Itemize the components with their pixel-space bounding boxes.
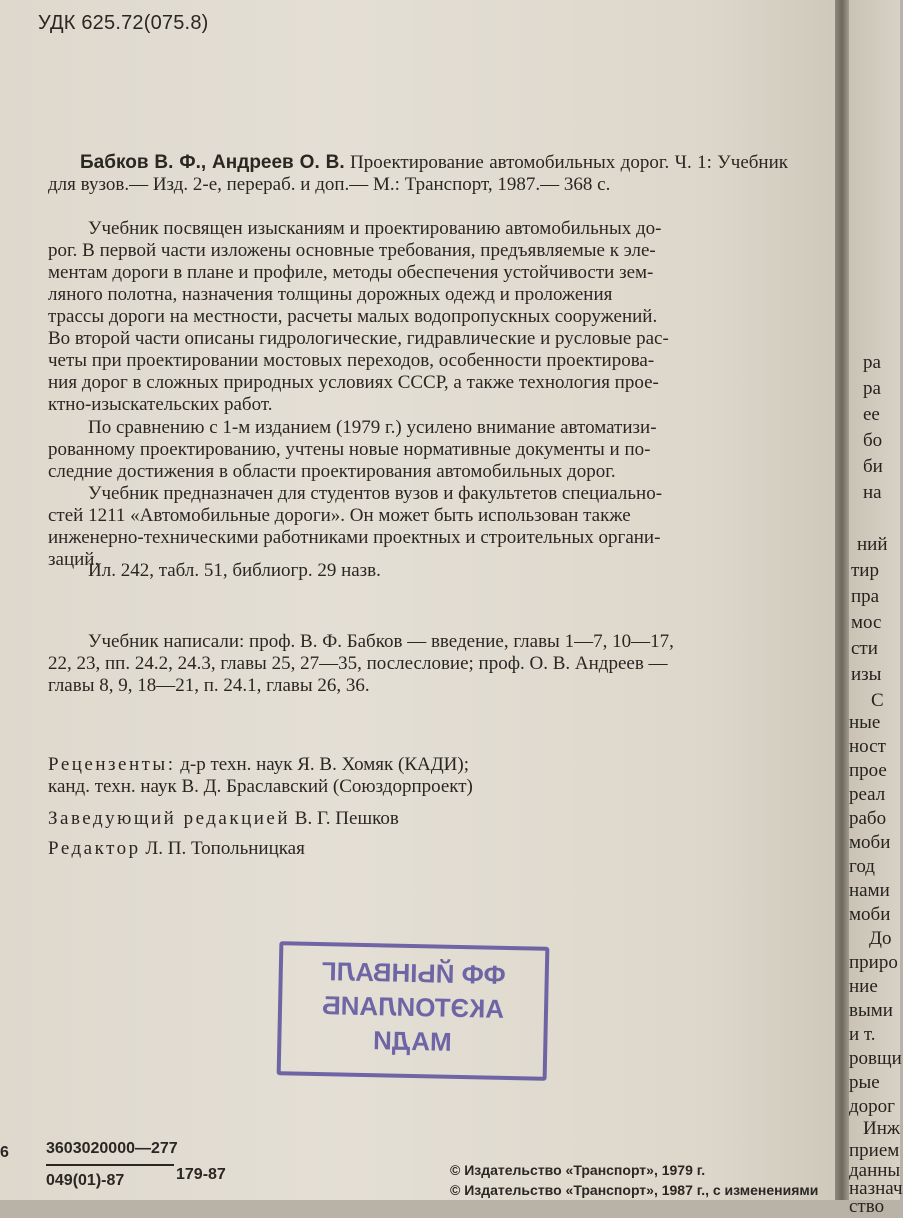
- udk-code: УДК 625.72(075.8): [38, 12, 209, 34]
- next-page-fragment: До: [869, 928, 892, 949]
- copyright-1979: © Издательство «Транспорт», 1979 г.: [450, 1162, 706, 1178]
- bib-authors: Бабков В. Ф., Андреев О. В.: [80, 152, 345, 173]
- text-line: Учебник написали: проф. В. Ф. Бабков — введение, главы 1—7, 10—17,: [88, 631, 674, 652]
- next-page-fragment: пра: [851, 586, 880, 607]
- copyright-1987: © Издательство «Транспорт», 1987 г., с изменениями: [450, 1182, 819, 1198]
- reviewer-1: д-р техн. наук Я. В. Хомяк (КАДИ);: [175, 754, 470, 775]
- bib-title-details: Проектирование автомобильных дорог. Ч. 1: Учебник для вузов.— Изд. 2-е, перераб. и доп.— М.: Транспорт, 1987.— 368 с.: [48, 152, 788, 195]
- text-line: ния дорог в сложных природных условиях СССР, а также технология прое-: [48, 372, 659, 393]
- stamp-text: МАДИ: [372, 1025, 452, 1057]
- next-page-fragment: и т.: [849, 1024, 876, 1045]
- next-page-fragment: рабо: [849, 808, 887, 829]
- head-editor-label: Заведующий редакцией: [48, 808, 291, 829]
- reviewers-label: Рецензенты:: [48, 754, 176, 775]
- catalog-code: 179-87: [176, 1166, 226, 1183]
- catalog-fraction-rule: [46, 1164, 174, 1166]
- next-page-fragment: изы: [851, 664, 882, 685]
- text-line: рог. В первой части изложены основные требования, предъявляемые к эле-: [48, 240, 656, 261]
- editor-credit: [48, 838, 788, 860]
- text-line: Во второй части описаны гидрологические, гидравлические и русловые рас-: [48, 328, 669, 349]
- next-page-fragment: год: [849, 856, 875, 877]
- next-page-fragment: Инж: [863, 1118, 901, 1139]
- text-line: трассы дороги на местности, расчеты малых водопропускных сооружений.: [48, 306, 658, 327]
- book-gutter: [835, 0, 849, 1200]
- next-page-fragment: рые: [849, 1072, 880, 1093]
- next-page-fragment: моби: [849, 904, 891, 925]
- next-page-fragment: ные: [849, 712, 881, 733]
- next-page-fragment: бо: [863, 430, 883, 451]
- text-line: Учебник посвящен изысканиям и проектированию автомобильных до-: [88, 218, 662, 239]
- next-page-fragment: С: [871, 690, 884, 711]
- editor-name: Л. П. Топольницкая: [140, 838, 305, 859]
- next-page-fragment: ние: [849, 976, 878, 997]
- comparison-paragraph: [48, 417, 788, 483]
- next-page-fragment: моби: [849, 832, 891, 853]
- text-line: стей 1211 «Автомобильные дороги». Он может быть использован также: [48, 505, 631, 526]
- adjacent-page: [849, 0, 903, 1217]
- next-page-fragment: ност: [849, 736, 886, 757]
- head-editor-credit: [48, 808, 788, 830]
- library-stamp: [277, 941, 550, 1081]
- next-page-fragment: ра: [863, 378, 881, 399]
- next-page-fragment: мос: [851, 612, 882, 633]
- reviewer-2: канд. техн. наук В. Д. Браславский (Союздорпроект): [48, 776, 473, 797]
- next-page-fragment: прием: [849, 1140, 900, 1161]
- authorship-paragraph: [48, 631, 788, 697]
- catalog-number-top: 3603020000—277: [46, 1140, 178, 1157]
- text-line: четы при проектировании мостовых переходов, особенности проектирова-: [48, 350, 655, 371]
- next-page-fragment: данны: [849, 1160, 901, 1181]
- next-page-fragment: прое: [849, 760, 887, 781]
- next-page-fragment: выми: [849, 1000, 893, 1021]
- next-page-fragment: ра: [863, 352, 881, 373]
- next-page-fragment: ровщи: [849, 1048, 902, 1069]
- next-page-fragment: назнач: [849, 1178, 903, 1199]
- stamp-text: АКЭТОИЛАИБ: [321, 990, 505, 1024]
- abstract-paragraph: [48, 218, 788, 416]
- catalog-number-bottom: 049(01)-87: [46, 1172, 125, 1189]
- head-editor-name: В. Г. Пешков: [290, 808, 399, 829]
- next-page-fragment: реал: [849, 784, 886, 805]
- text-line: ляного полотна, назначения толщины дорожных одежд и проложения: [48, 284, 613, 305]
- next-page-fragment: ство: [849, 1196, 885, 1217]
- next-page-fragment: тир: [851, 560, 879, 581]
- next-page-fragment: ний: [857, 534, 888, 555]
- audience-paragraph: [48, 483, 788, 571]
- next-page-fragment: нами: [849, 880, 890, 901]
- edge-number: 6: [0, 1144, 9, 1161]
- next-page-fragment: сти: [851, 638, 878, 659]
- next-page-fragment: би: [863, 456, 883, 477]
- text-line: ментам дороги в плане и профиле, методы обеспечения устойчивости зем-: [48, 262, 654, 283]
- text-line: инженерно-техническими работниками проектных и строительных органи-: [48, 527, 661, 548]
- illustrations-count: Ил. 242, табл. 51, библиогр. 29 назв.: [88, 560, 381, 581]
- next-page-fragment: дорог: [849, 1096, 895, 1117]
- text-line: заций.: [48, 549, 100, 570]
- text-line: главы 8, 9, 18—21, п. 24.1, главы 26, 36.: [48, 675, 370, 696]
- text-line: Учебник предназначен для студентов вузов и факультетов специально-: [88, 483, 663, 504]
- stamp-text: ФФ ЙЫНВАЛГ: [321, 956, 506, 990]
- editor-label: Редактор: [48, 838, 141, 859]
- next-page-fragment: ее: [863, 404, 880, 425]
- next-page-fragment: на: [863, 482, 882, 503]
- bibliographic-record: [48, 152, 788, 196]
- text-line: ктно-изыскательских работ.: [48, 394, 273, 415]
- text-line: рованному проектированию, учтены новые нормативные документы и по-: [48, 439, 651, 460]
- text-line: 22, 23, пп. 24.2, 24.3, главы 25, 27—35, послесловие; проф. О. В. Андреев —: [48, 653, 668, 674]
- text-line: следние достижения в области проектирования автомобильных дорог.: [48, 461, 616, 482]
- text-line: По сравнению с 1-м изданием (1979 г.) усилено внимание автоматизи-: [88, 417, 657, 438]
- next-page-fragment: приро: [849, 952, 898, 973]
- reviewers-credit: [48, 754, 788, 798]
